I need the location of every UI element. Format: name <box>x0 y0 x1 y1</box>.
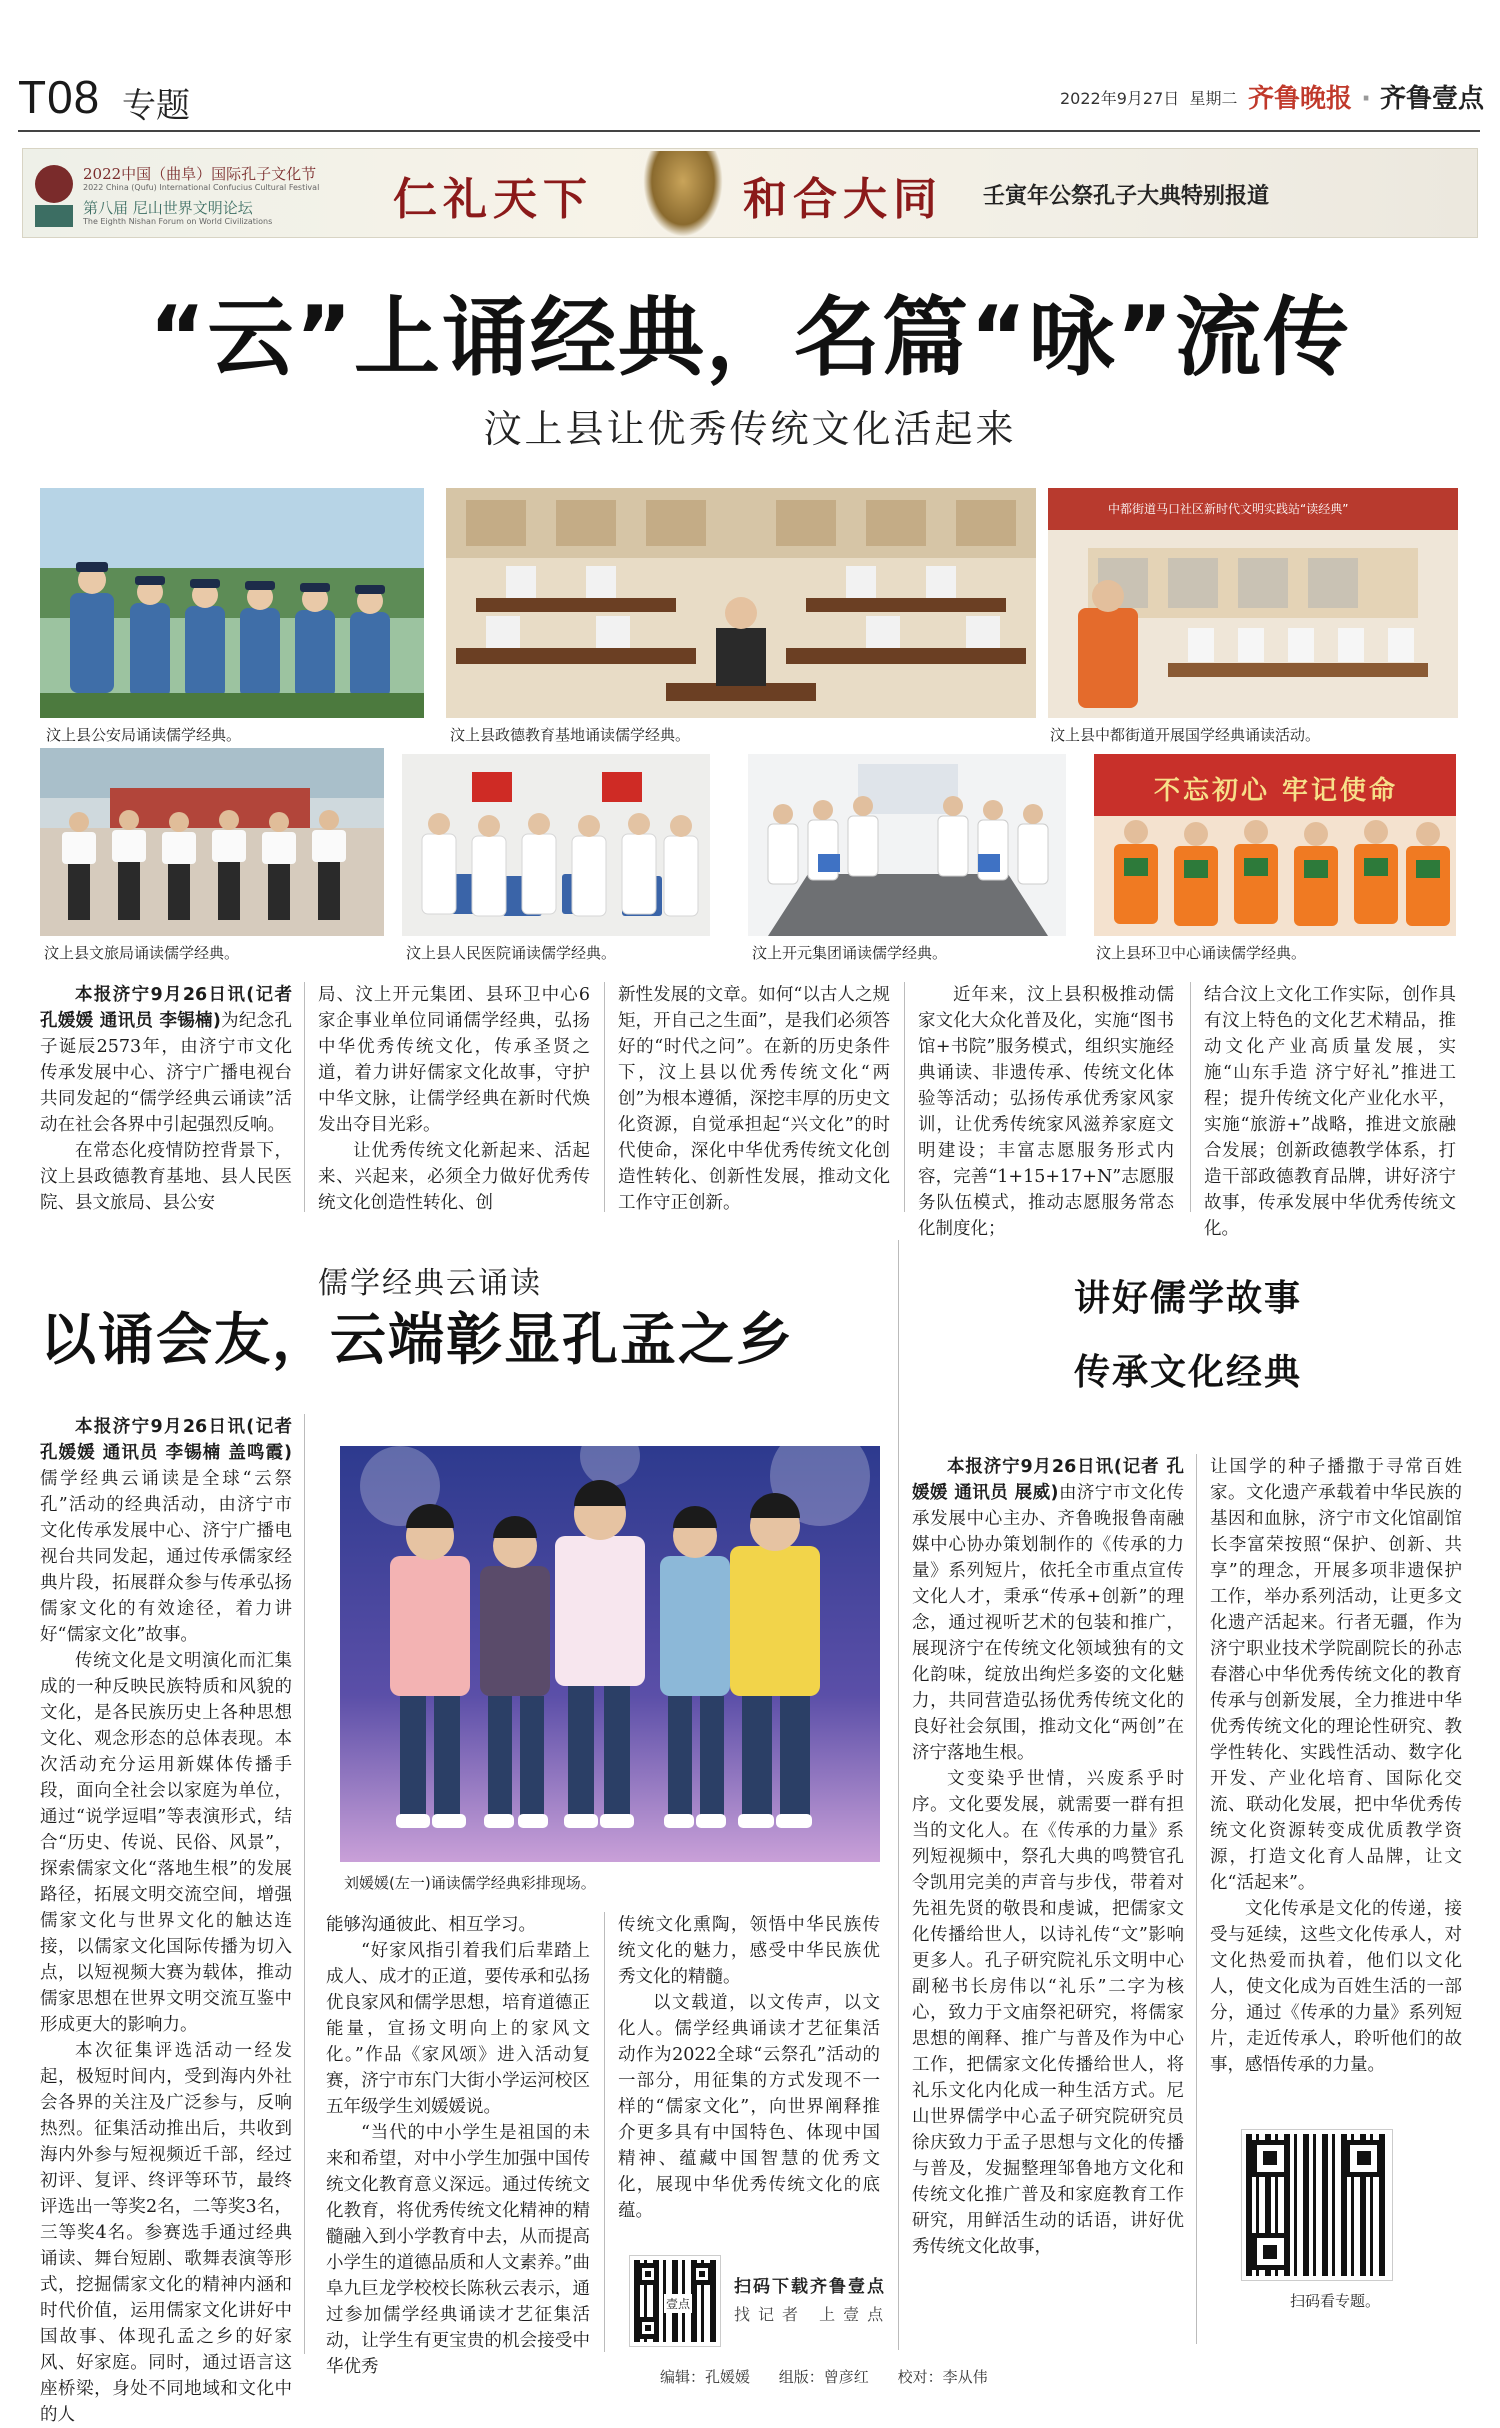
article3-column-1 <box>912 1454 1184 2354</box>
layout-credit: 组版：曾彦红 <box>778 2368 869 2386</box>
article1-paragraph: 让优秀传统文化新起来、活起来、兴起来，必须全力做好优秀传统文化创造性转化、创 <box>318 1141 590 1213</box>
column-divider <box>904 982 905 1212</box>
main-headline: “云”上诵经典，名篇“咏”流传 <box>148 288 1352 388</box>
article2-kicker: 儒学经典云诵读 <box>318 1266 542 1301</box>
qr-finder <box>637 2263 658 2284</box>
qr-finder <box>1345 2140 1382 2177</box>
photo-caption: 汶上县政德教育基地诵读儒学经典。 <box>450 726 691 744</box>
editor-credit: 编辑：孔媛媛 <box>660 2368 751 2386</box>
article3-headline-line2: 传承文化经典 <box>1074 1352 1303 1393</box>
photo-caption: 汶上县文旅局诵读儒学经典。 <box>44 944 240 962</box>
photo-sanitation-center-reading <box>1094 754 1456 936</box>
confucius-statue-image <box>643 151 723 237</box>
photo-politics-base-reading <box>446 488 1036 718</box>
article1-text: 为纪念孔子诞辰2573年，由济宁市文化传承发展中心、济宁广播电视台共同发起的“儒学经典云诵读”活动在社会各界中引起强烈反响。 <box>40 1011 293 1135</box>
brand-qilu-wanbao: 齐鲁晚报 <box>1248 84 1353 114</box>
article1-column-1 <box>40 982 292 1226</box>
photo-police-reading <box>40 488 424 718</box>
article2-headline: 以诵会友，云端彰显孔孟之乡 <box>40 1308 794 1373</box>
main-subheadline: 汶上县让优秀传统文化活起来 <box>483 407 1017 451</box>
header-divider <box>18 130 1480 132</box>
forum-name: 第八届 尼山世界文明论坛 <box>83 199 253 217</box>
article2-column-1 <box>40 1414 292 2425</box>
article1-column-5 <box>1204 982 1456 1239</box>
editorial-credits <box>660 2366 1012 2387</box>
article2-paragraph <box>40 1414 292 1648</box>
article1-column-2 <box>318 982 590 1226</box>
festival-name: 2022中国（曲阜）国际孔子文化节 <box>83 165 317 183</box>
page-number: T08 <box>18 71 101 123</box>
article1-paragraph <box>40 982 292 1138</box>
article1-paragraph: 结合汶上文化工作实际，创作具有汶上特色的文化艺术精品，推动文化产业高质量发展，实施“山东手造 济宁好礼”推进工程；提升传统文化产业化水平，实施“旅游+”战略，推进文旅融合发展；创新政德教学体系，打造干部政德教育品牌，讲好济宁故事，传承发展中华优秀传统文化。 <box>1204 985 1456 1239</box>
festival-name-en: 2022 China (Qufu) International Confucius Cultural Festival <box>83 183 320 192</box>
photo-kaiyuan-group-reading <box>748 754 1066 936</box>
article2-paragraph: 传统文化熏陶，领悟中华民族传统文化的魅力，感受中华民族优秀文化的精髓。 <box>618 1915 880 1987</box>
weekday-text: 星期二 <box>1189 89 1238 108</box>
festival-logo-icon <box>35 165 73 203</box>
issue-date <box>1060 86 1237 109</box>
photo-caption: 汶上县中都街道开展国学经典诵读活动。 <box>1050 726 1321 744</box>
article1-paragraph: 局、汶上开元集团、县环卫中心6家企事业单位同诵儒学经典，弘扬中华优秀传统文化，传承圣贤之道，着力讲好儒家文化故事，守护中华文脉，让儒学经典在新时代焕发出夺目光彩。 <box>318 985 590 1135</box>
qr-finder <box>1252 2233 1289 2270</box>
article2-paragraph: 传统文化是文明演化而汇集成的一种反映民族特质和风貌的文化，是各民族历史上各种思想文化、观念形态的总体表现。本次活动充分运用新媒体传播手段，面向全社会以家庭为单位，通过“说学逗唱”等表演形式，结合“历史、传说、民俗、风景”，探索儒家文化“落地生根”的发展路径，拓展文明交流空间，增强儒家文化与世界文化的触达连接，以儒家文化国际传播为切入点，以短视频大赛为载体，推动儒家思想在世界文明交流互鉴中形成更大的影响力。 <box>40 1651 292 2035</box>
photo-caption: 汶上开元集团诵读儒学经典。 <box>752 944 948 962</box>
article1-paragraph: 近年来，汶上县积极推动儒家文化大众化普及化，实施“图书馆+书院”服务模式，组织实施经典诵读、非遗传承、传统文化体验等活动；弘扬传承优秀家风家训，让优秀传统家风滋养家庭文明建设；丰富志愿服务形式内容，完善“1+15+17+N”志愿服务队伍模式，推动志愿服务常态化制度化； <box>918 985 1174 1239</box>
photo-caption: 汶上县公安局诵读儒学经典。 <box>46 726 242 744</box>
column-divider <box>1196 1454 1197 2344</box>
column-divider <box>1190 982 1191 1212</box>
article2-paragraph: 能够沟通彼此、相互学习。 <box>326 1915 536 1935</box>
banner-slogan-right: 和合大同 <box>743 174 943 225</box>
date-text: 2022年9月27日 <box>1060 89 1180 108</box>
article1-paragraph: 新性发展的文章。如何“以古人之规矩，开自己之生面”，是我们必须答好的“时代之问”。在新的历史条件下，汶上县以优秀传统文化“两创”为根本遵循，深挖丰厚的历史文化资源，自觉承担起“兴文化”的时代使命，深化中华优秀传统文化创造性转化、创新性发展，推动文化工作守正创新。 <box>618 985 890 1213</box>
qr-download-sublabel: 找记者 上壹点 <box>734 2305 892 2324</box>
photo-sign-text: 中都街道马口社区新时代文明实践站“读经典” <box>1108 502 1349 516</box>
photo-hospital-reading <box>402 754 710 936</box>
column-divider <box>304 982 305 1212</box>
article2-text: 儒学经典云诵读是全球“云祭孔”活动的经典活动，由济宁市文化传承发展中心、济宁广播电视台共同发起，通过传承儒家经典片段，拓展群众参与传承弘扬儒家文化的有效途径，着力讲好“儒家文化”故事。 <box>40 1469 292 1645</box>
article1-column-4 <box>918 982 1174 1239</box>
article3-byline: 本报济宁9月26日讯(记者 孔媛媛 通讯员 展威) <box>912 1457 1184 1503</box>
newspaper-brand: 齐鲁晚报 · 齐鲁壹点 <box>1248 84 1485 114</box>
special-report-banner <box>22 148 1478 238</box>
photo-culture-tourism-reading <box>40 748 384 936</box>
photo-zhongdu-street-reading <box>1048 488 1458 718</box>
article3-paragraph <box>912 1454 1184 1766</box>
photo-sign-text: 不忘初心 牢记使命 <box>1154 776 1399 806</box>
qr-download-label: 扫码下载齐鲁壹点 <box>734 2277 886 2297</box>
qr-center-logo: 壹点 <box>664 2294 692 2313</box>
article3-text: 由济宁市文化传承发展中心主办、齐鲁晚报鲁南融媒中心协办策划制作的《传承的力量》系列短片，依托全市重点宣传文化人才，秉承“传承+创新”的理念，通过视听艺术的包装和推广，展现济宁在传统文化领域独有的文化韵味，绽放出绚烂多姿的文化魅力，共同营造弘扬优秀传统文化的良好社会氛围，推动文化“两创”在济宁落地生根。 <box>912 1483 1184 1763</box>
article1-paragraph: 在常态化疫情防控背景下，汶上县政德教育基地、县人民医院、县文旅局、县公安 <box>40 1141 292 1213</box>
special-report-title: 壬寅年公祭孔子大典特别报道 <box>983 184 1270 209</box>
article2-paragraph: 以文载道，以文传声，以文化人。儒学经典诵读才艺征集活动作为2022全球“云祭孔”活动的一部分，用征集的方式发现不一样的“儒家文化”，向世界阐释推介更多具有中国特色、体现中国精神、蕴藏中国智慧的优秀文化，展现中华优秀传统文化的底蕴。 <box>618 1993 880 2221</box>
qr-caption: 扫码看专题。 <box>1290 2292 1381 2310</box>
article1-byline: 本报济宁9月26日讯(记者 孔媛媛 通讯员 李锡楠) <box>40 985 292 1031</box>
column-divider <box>898 1240 899 2350</box>
article2-column-2 <box>326 1912 590 2377</box>
banner-slogan-left: 仁礼天下 <box>393 174 593 225</box>
column-divider <box>604 1912 605 2352</box>
forum-logo-icon <box>35 205 73 227</box>
photo-caption: 汶上县人民医院诵读儒学经典。 <box>406 944 617 962</box>
column-divider <box>604 982 605 1212</box>
forum-name-en: The Eighth Nishan Forum on World Civilizations <box>83 217 273 226</box>
app-download-qr-code[interactable] <box>630 2256 720 2346</box>
article3-column-2 <box>1210 1454 1462 2104</box>
article3-headline-line1: 讲好儒学故事 <box>1074 1278 1303 1319</box>
qr-finder <box>691 2263 712 2284</box>
brand-qilu-yidian: 齐鲁壹点 <box>1380 84 1485 114</box>
special-topic-qr-code[interactable] <box>1242 2130 1392 2280</box>
article2-paragraph: 本次征集评选活动一经发起，极短时间内，受到海内外社会各界的关注及广泛参与，反响热烈。征集活动推出后，共收到海内外参与短视频近千部，经过初评、复评、终评等环节，最终评选出一等奖2名，二等奖3名，三等奖4名。参赛选手通过经典诵读、舞台短剧、歌舞表演等形式，挖掘儒家文化的精神内涵和时代价值，运用儒家文化讲好中国故事、体现孔孟之乡的好家风、好家庭。同时，通过语言这座桥梁，身处不同地域和文化中的人 <box>40 2041 292 2425</box>
photo-children-rehearsal <box>340 1446 880 1862</box>
qr-finder <box>1252 2140 1289 2177</box>
article3-paragraph: 文变染乎世情，兴废系乎时序。文化要发展，就需要一群有担当的文化人。在《传承的力量》系列短视频中，祭孔大典的鸣赞官孔令凯用完美的声音与步伐，带着对先祖先贤的敬畏和虔诚，把儒家文化传播给世人，以诗礼传“文”影响更多人。孔子研究院礼乐文明中心副秘书长房伟以“礼乐”二字为核心，致力于文庙祭祀研究，将儒家思想的阐释、推广与普及作为中心工作，把儒家文化传播给世人，将礼乐文化内化成一种生活方式。尼山世界儒学中心孟子研究院研究员徐庆致力于孟子思想与文化的传播与普及，发掘整理邹鲁地方文化和传统文化推广普及和家庭教育工作研究，用鲜活生动的话语，讲好优秀传统文化故事， <box>912 1769 1184 2257</box>
article2-paragraph: “好家风指引着我们后辈踏上成人、成才的正道，要传承和弘扬优良家风和儒学思想，培育道德正能量，宣扬文明向上的家风文化。”作品《家风颂》进入活动复赛，济宁市东门大街小学运河校区五年级学生刘媛媛说。 <box>326 1941 590 2117</box>
article2-column-3 <box>618 1912 880 2221</box>
qr-finder <box>637 2317 658 2338</box>
article3-paragraph: 文化传承是文化的传递，接受与延续，这些文化传承人，对文化热爱而执着，他们以文化人，使文化成为百姓生活的一部分，通过《传承的力量》系列短片，走近传承人，聆听他们的故事，感悟传承的力量。 <box>1210 1899 1462 2075</box>
article2-paragraph: “当代的中小学生是祖国的未来和希望，对中小学生加强中国传统文化教育意义深远。通过传统文化教育，将优秀传统文化精神的精髓融入到小学教育中去，从而提高小学生的道德品质和人文素养。”曲阜九巨龙学校校长陈秋云表示，通过参加儒学经典诵读才艺征集活动，让学生有更宝贵的机会接受中华优秀 <box>326 2123 590 2377</box>
article2-byline: 本报济宁9月26日讯(记者 孔媛媛 通讯员 李锡楠 盖鸣霞) <box>40 1417 292 1463</box>
proofreader-credit: 校对：李从伟 <box>897 2368 988 2386</box>
article1-column-3 <box>618 982 890 1226</box>
article3-paragraph: 让国学的种子播撒于寻常百姓家。文化遗产承载着中华民族的基因和血脉，济宁市文化馆副馆长李富荣按照“保护、创新、共享”的理念，开展多项非遗保护工作，举办系列活动，让更多文化遗产活起来。行者无疆，作为济宁职业技术学院副院长的孙志春潜心中华优秀传统文化的教育传承与创新发展，全力推进中华优秀传统文化的理论性研究、教学性转化、实践性活动、数字化开发、产业化培育、国际化交流、联动化发展，把中华优秀传统文化资源转变成优质教学资源，打造文化育人品牌，让文化“活起来”。 <box>1210 1457 1462 1893</box>
photo-caption: 汶上县环卫中心诵读儒学经典。 <box>1096 944 1307 962</box>
photo-caption: 刘媛媛(左一)诵读儒学经典彩排现场。 <box>344 1874 596 1892</box>
column-divider <box>304 1414 305 2354</box>
section-label: 专题 <box>122 86 190 126</box>
